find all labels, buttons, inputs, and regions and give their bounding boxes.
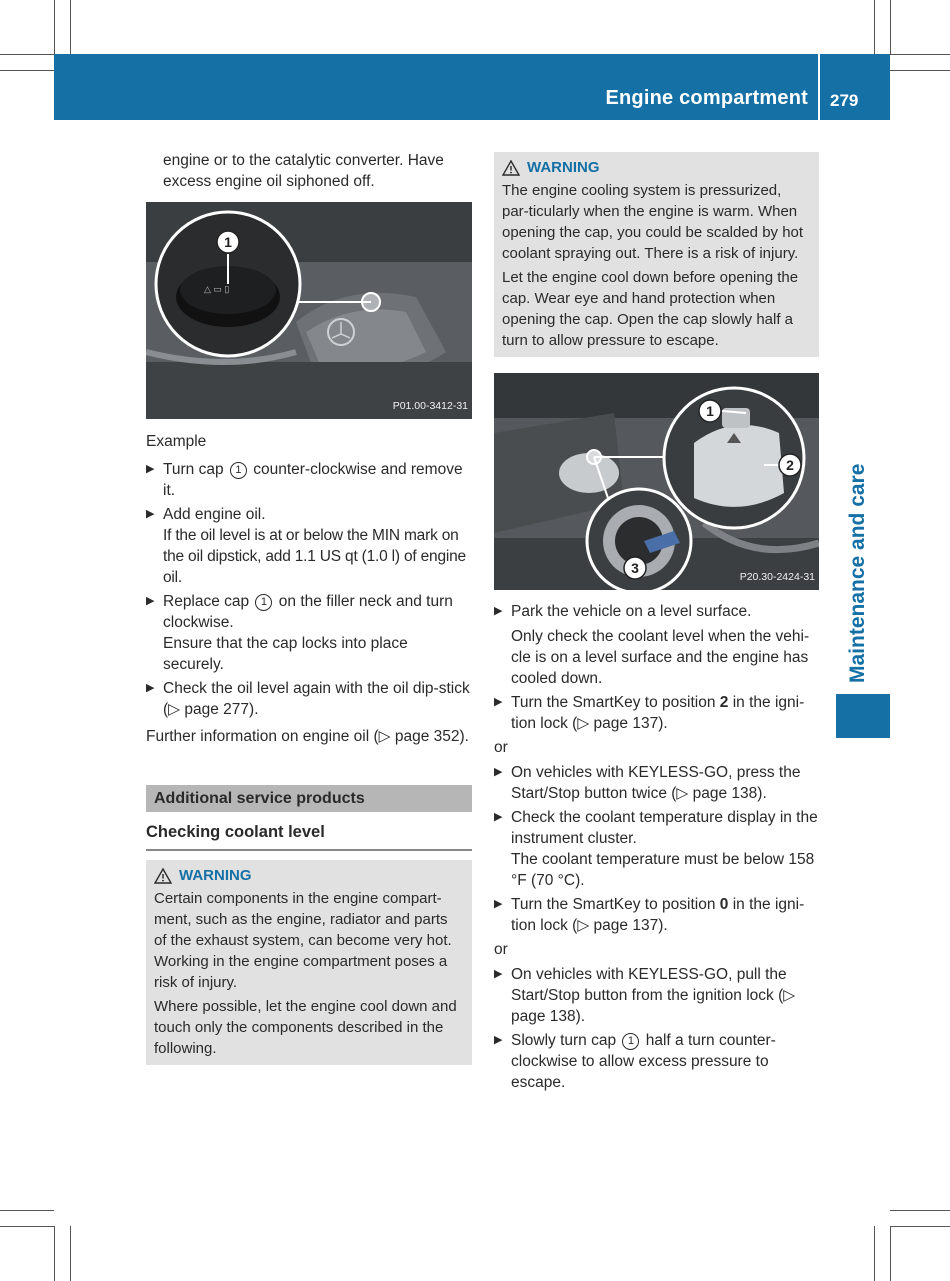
warning-text: Where possible, let the engine cool down and touch only the components described in the following.: [154, 998, 457, 1057]
further-info: Further information on engine oil (▷ page 352).: [146, 728, 469, 745]
callout-label: 3: [631, 560, 639, 576]
step-arrow-icon: ▶: [494, 968, 503, 980]
step-turn-coolant-cap: ▶ Slowly turn cap 1 half a turn counter-clockwise to allow excess pressure to escape.: [494, 1032, 776, 1091]
step-keyless-press: ▶ On vehicles with KEYLESS-GO, press the Start/Stop button twice (▷ page 138).: [494, 764, 801, 802]
crop-mark: [70, 1226, 71, 1281]
left-column: [146, 150, 472, 1065]
step-smartkey-position-0: ▶ Turn the SmartKey to position 0 in the igni-tion lock (▷ page 137).: [494, 896, 805, 934]
step-turn-cap: ▶ Turn cap 1 counter-clockwise and remove it.: [146, 461, 463, 499]
step-check-temperature: ▶ Check the coolant temperature display in the instrument cluster. The coolant temperature must be below 158 °F (70 °C).: [494, 809, 818, 889]
crop-mark: [890, 70, 950, 71]
callout-number: 1: [622, 1033, 639, 1050]
crop-mark: [874, 1226, 875, 1281]
callout-label: 2: [786, 457, 794, 473]
warning-label: WARNING: [179, 867, 252, 884]
header-divider: [818, 54, 820, 120]
step-arrow-icon: ▶: [494, 696, 503, 708]
warning-header: [154, 865, 464, 886]
or-separator: or: [494, 941, 508, 958]
crop-mark: [0, 54, 54, 55]
example-label: Example: [146, 433, 207, 450]
step-check-oil: ▶ Check the oil level again with the oil dip-stick (▷ page 277).: [146, 680, 470, 718]
intro-text: engine or to the catalytic converter. Have excess engine oil siphoned off.: [163, 152, 444, 190]
image-code: P20.30-2424-31: [739, 571, 815, 583]
right-column: [494, 150, 819, 1096]
step-park-vehicle: ▶ Park the vehicle on a level surface. Only check the coolant level when the vehi-cle is on a level surface and the engine has cooled down.: [494, 601, 819, 689]
warning-header: [502, 157, 811, 178]
step-note: The coolant temperature must be below 158 °F (70 °C).: [511, 851, 815, 889]
engine-illustration: [146, 202, 472, 419]
step-arrow-icon: ▶: [494, 766, 503, 778]
section-title: Additional service products: [146, 785, 472, 812]
chapter-tab: [836, 694, 890, 738]
step-smartkey-position-2: ▶ Turn the SmartKey to position 2 in the igni-tion lock (▷ page 137).: [494, 694, 805, 732]
coolant-reservoir-photo: [494, 373, 819, 590]
crop-mark: [0, 1226, 54, 1227]
step-arrow-icon: ▶: [494, 605, 503, 617]
step-arrow-icon: ▶: [494, 811, 503, 823]
step-add-oil: ▶ Add engine oil. If the oil level is at or below the MIN mark on the oil dipstick, add 1.1 US qt (1.0 l) of engine oil.: [146, 504, 472, 588]
step-arrow-icon: ▶: [494, 1034, 503, 1046]
crop-mark: [890, 54, 950, 55]
image-code: P01.00-3412-31: [392, 400, 468, 412]
callout-label: 1: [224, 234, 232, 250]
crop-mark: [890, 1210, 950, 1211]
step-note: Ensure that the cap locks into place securely.: [163, 635, 408, 673]
crop-mark: [890, 1226, 950, 1227]
step-note: If the oil level is at or below the MIN mark on the oil dipstick, add 1.1 US qt (1.0 l) of engine oil.: [163, 527, 466, 586]
step-arrow-icon: ▶: [146, 463, 155, 475]
crop-mark: [0, 70, 54, 71]
subheading: Checking coolant level: [146, 822, 472, 851]
crop-mark: [0, 1210, 54, 1211]
crop-mark: [54, 1226, 55, 1281]
callout-label: 1: [706, 403, 714, 419]
svg-text:△ ▭ ▯: △ ▭ ▯: [204, 284, 230, 294]
crop-mark: [70, 0, 71, 54]
step-arrow-icon: ▶: [146, 595, 155, 607]
page-number: 279: [830, 91, 859, 110]
or-separator: or: [494, 739, 508, 756]
callout-number: 1: [230, 462, 247, 479]
page-header: [54, 54, 890, 120]
step-arrow-icon: ▶: [146, 508, 155, 520]
step-arrow-icon: ▶: [146, 682, 155, 694]
warning-box: [146, 860, 472, 1065]
chapter-tab-label: Maintenance and care: [846, 463, 869, 683]
warning-text: Certain components in the engine compart-ment, such as the engine, radiator and parts of the exhaust system, can become very hot. Working in the engine compartment poses a risk of injury.: [154, 890, 452, 991]
warning-label: WARNING: [527, 159, 600, 176]
engine-illustration: [494, 373, 819, 590]
step-keyless-pull: ▶ On vehicles with KEYLESS-GO, pull the Start/Stop button from the ignition lock (▷ page 138).: [494, 966, 796, 1025]
crop-mark: [890, 1226, 891, 1281]
crop-mark: [890, 0, 891, 54]
oil-cap-photo: [146, 202, 472, 419]
step-replace-cap: ▶ Replace cap 1 on the filler neck and turn clockwise. Ensure that the cap locks into place securely.: [146, 591, 472, 675]
callout-number: 1: [255, 594, 272, 611]
step-note: Only check the coolant level when the vehi-cle is on a level surface and the engine has cooled down.: [511, 628, 810, 687]
page-title: Engine compartment: [605, 87, 808, 109]
warning-text: Let the engine cool down before opening the cap. Wear eye and hand protection when opening the cap. Open the cap slowly half a turn to allow pressure to escape.: [502, 269, 799, 349]
warning-text: The engine cooling system is pressurized, par-ticularly when the engine is warm. When opening the cap, you could be scalded by hot coolant spraying out. There is a risk of injury.: [502, 182, 804, 262]
warning-box: [494, 152, 819, 357]
warning-icon: [502, 160, 520, 176]
step-arrow-icon: ▶: [494, 898, 503, 910]
crop-mark: [54, 0, 55, 54]
crop-mark: [874, 0, 875, 54]
warning-icon: [154, 868, 172, 884]
